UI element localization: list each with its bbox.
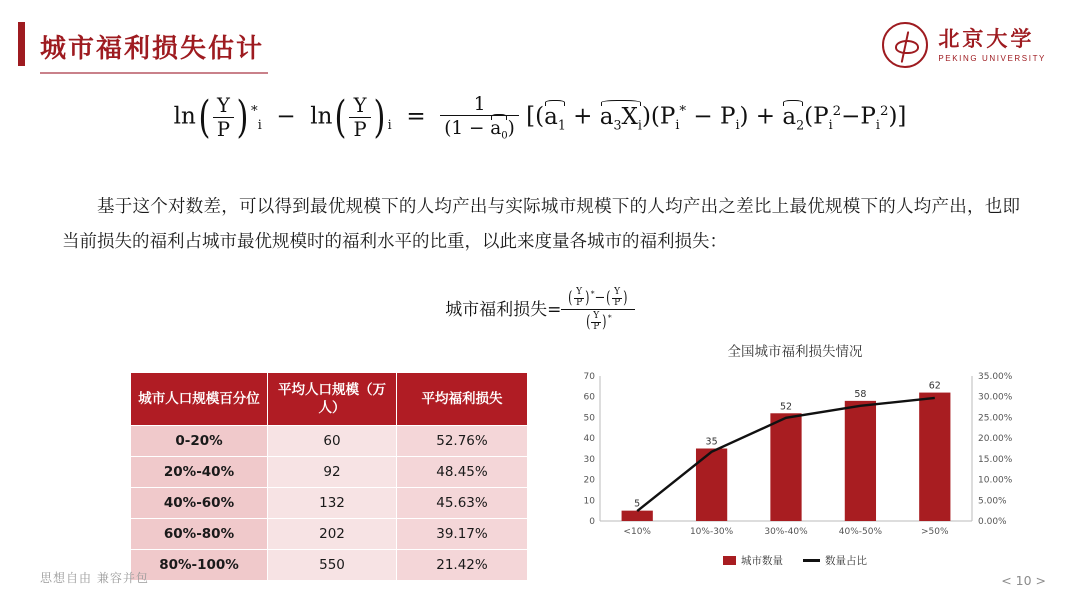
legend-label-line: 数量占比: [825, 555, 867, 567]
cell-welfare-loss: 52.76%: [397, 426, 528, 457]
svg-text:70: 70: [583, 372, 595, 382]
frac-one-over: $\frac{1}{(1 - a_0)}$: [440, 94, 519, 142]
legend-item-bar: [723, 553, 783, 568]
hat-a3x: $a_3X_i$: [599, 103, 642, 133]
welfare-denominator: ( $\frac{Y}{P}$ )*: [585, 311, 612, 332]
cell-category: 40%-60%: [131, 488, 268, 519]
table-header-row: [131, 373, 528, 426]
cell-welfare-loss: 39.17%: [397, 519, 528, 550]
chart-svg: [560, 364, 1030, 549]
table-row: [131, 457, 528, 488]
chart-title: 全国城市福利损失情况: [727, 344, 863, 360]
legend-swatch-line-icon: [803, 559, 820, 562]
cell-population: 202: [268, 519, 397, 550]
table-row: [131, 488, 528, 519]
svg-text:20: 20: [583, 475, 595, 486]
table-header-population: 平均人口规模（万人）: [268, 373, 397, 426]
title-accent-bar: [18, 22, 25, 66]
svg-text:10: 10: [583, 496, 595, 507]
welfare-loss-formula: [0, 288, 1080, 332]
cell-welfare-loss: 21.42%: [397, 550, 528, 581]
formula-ln-1: ln: [173, 103, 196, 130]
svg-text:10.00%: 10.00%: [978, 475, 1013, 486]
title-underline: [40, 72, 268, 74]
logo-name-en: PEKING UNIVERSITY: [938, 53, 1046, 63]
cell-population: 60: [268, 426, 397, 457]
table-row: [131, 550, 528, 581]
svg-text:60: 60: [583, 392, 595, 403]
sub-i-2: i: [387, 117, 392, 133]
svg-text:>50%: >50%: [921, 527, 949, 537]
hat-a0: $a_0$: [490, 117, 508, 142]
svg-text:40%-50%: 40%-50%: [838, 527, 883, 537]
sub-i-1: i: [257, 117, 262, 133]
legend-label-bar: 城市数量: [741, 555, 783, 567]
paren-close-1: ): [236, 92, 249, 143]
svg-text:0.00%: 0.00%: [978, 517, 1007, 527]
group-1: )(P: [641, 103, 676, 130]
university-seal-icon: [882, 22, 928, 68]
svg-text:20.00%: 20.00%: [978, 434, 1013, 445]
peking-university-logo: [882, 22, 1046, 68]
equals-sign: =: [406, 103, 426, 130]
cell-welfare-loss: 48.45%: [397, 457, 528, 488]
svg-text:62: 62: [928, 380, 941, 392]
table-header-welfare-loss: 平均福利损失: [397, 373, 528, 426]
legend-item-line: [803, 553, 867, 568]
paren-close-2: ): [373, 92, 386, 143]
svg-text:40: 40: [583, 434, 595, 445]
bracket-open: [(: [526, 103, 545, 130]
legend-swatch-bar-icon: [723, 556, 736, 565]
svg-text:0: 0: [589, 517, 595, 527]
svg-text:30%-40%: 30%-40%: [764, 527, 808, 537]
welfare-numerator: ( $\frac{Y}{P}$ )*−( $\frac{Y}{P}$ ): [561, 288, 634, 310]
svg-text:30.00%: 30.00%: [978, 392, 1013, 403]
star-1: *: [251, 103, 258, 119]
svg-text:35: 35: [705, 436, 718, 448]
svg-text:52: 52: [779, 401, 793, 413]
chart-plot-area: [560, 364, 1030, 549]
table-header-percentile: 城市人口规模百分位: [131, 373, 268, 426]
svg-text:50: 50: [583, 413, 595, 424]
svg-text:25.00%: 25.00%: [978, 413, 1013, 424]
page-number[interactable]: < 10 >: [1001, 573, 1046, 588]
body-paragraph: 基于这个对数差，可以得到最优规模下的人均产出与实际城市规模下的人均产出之差比上最优规模下的人均产出，也即当前损失的福利占城市最优规模时的福利水平的比重，以此来度量各城市的福利损失：: [62, 197, 1020, 252]
svg-text:30: 30: [583, 454, 595, 465]
cell-category: 20%-40%: [131, 457, 268, 488]
frac-yp-2: $\frac{Y}{P}$: [349, 94, 370, 141]
welfare-loss-table: [130, 372, 528, 581]
page-title: 城市福利损失估计: [40, 33, 265, 63]
cell-population: 550: [268, 550, 397, 581]
cell-category: 80%-100%: [131, 550, 268, 581]
paren-open-1: (: [198, 92, 211, 143]
paren-open-2: (: [334, 92, 347, 143]
svg-text:<10%: <10%: [623, 527, 651, 537]
welfare-loss-label: 城市福利损失=: [445, 300, 562, 320]
svg-text:35.00%: 35.00%: [978, 372, 1013, 382]
table-row: [131, 519, 528, 550]
cell-category: 0-20%: [131, 426, 268, 457]
svg-text:5: 5: [634, 498, 641, 510]
svg-text:10%-30%: 10%-30%: [689, 527, 734, 537]
hat-a2: $a_2$: [782, 103, 805, 133]
svg-text:58: 58: [854, 388, 867, 400]
main-formula: ln( $\frac{Y}{P}$ ) *$_i$ − ln( $\frac{Y}{P}$ ) $_i$ = $\frac{1}{(1 - a_0)}$ $[(a_1 + a_3X_i)(P_i^* - P_i) + a_2(P_i^2-P_i^2)]$: [173, 92, 907, 143]
welfare-loss-chart: [560, 340, 1030, 580]
table-row: [131, 426, 528, 457]
formula-ln-2: ln: [310, 103, 333, 130]
svg-text:5.00%: 5.00%: [978, 496, 1007, 507]
denominator-group: $(1 - a_0)$: [444, 117, 515, 142]
footer-motto: 思想自由 兼容并包: [40, 571, 149, 585]
hat-a1: $a_1$: [544, 103, 566, 133]
chart-legend: [560, 553, 1030, 568]
cell-welfare-loss: 45.63%: [397, 488, 528, 519]
cell-population: 132: [268, 488, 397, 519]
svg-text:15.00%: 15.00%: [978, 454, 1013, 465]
frac-yp-1: $\frac{Y}{P}$: [213, 94, 234, 141]
cell-category: 60%-80%: [131, 519, 268, 550]
cell-population: 92: [268, 457, 397, 488]
welfare-loss-fraction: [561, 288, 634, 332]
logo-name-cn: 北京大学: [938, 26, 1035, 52]
